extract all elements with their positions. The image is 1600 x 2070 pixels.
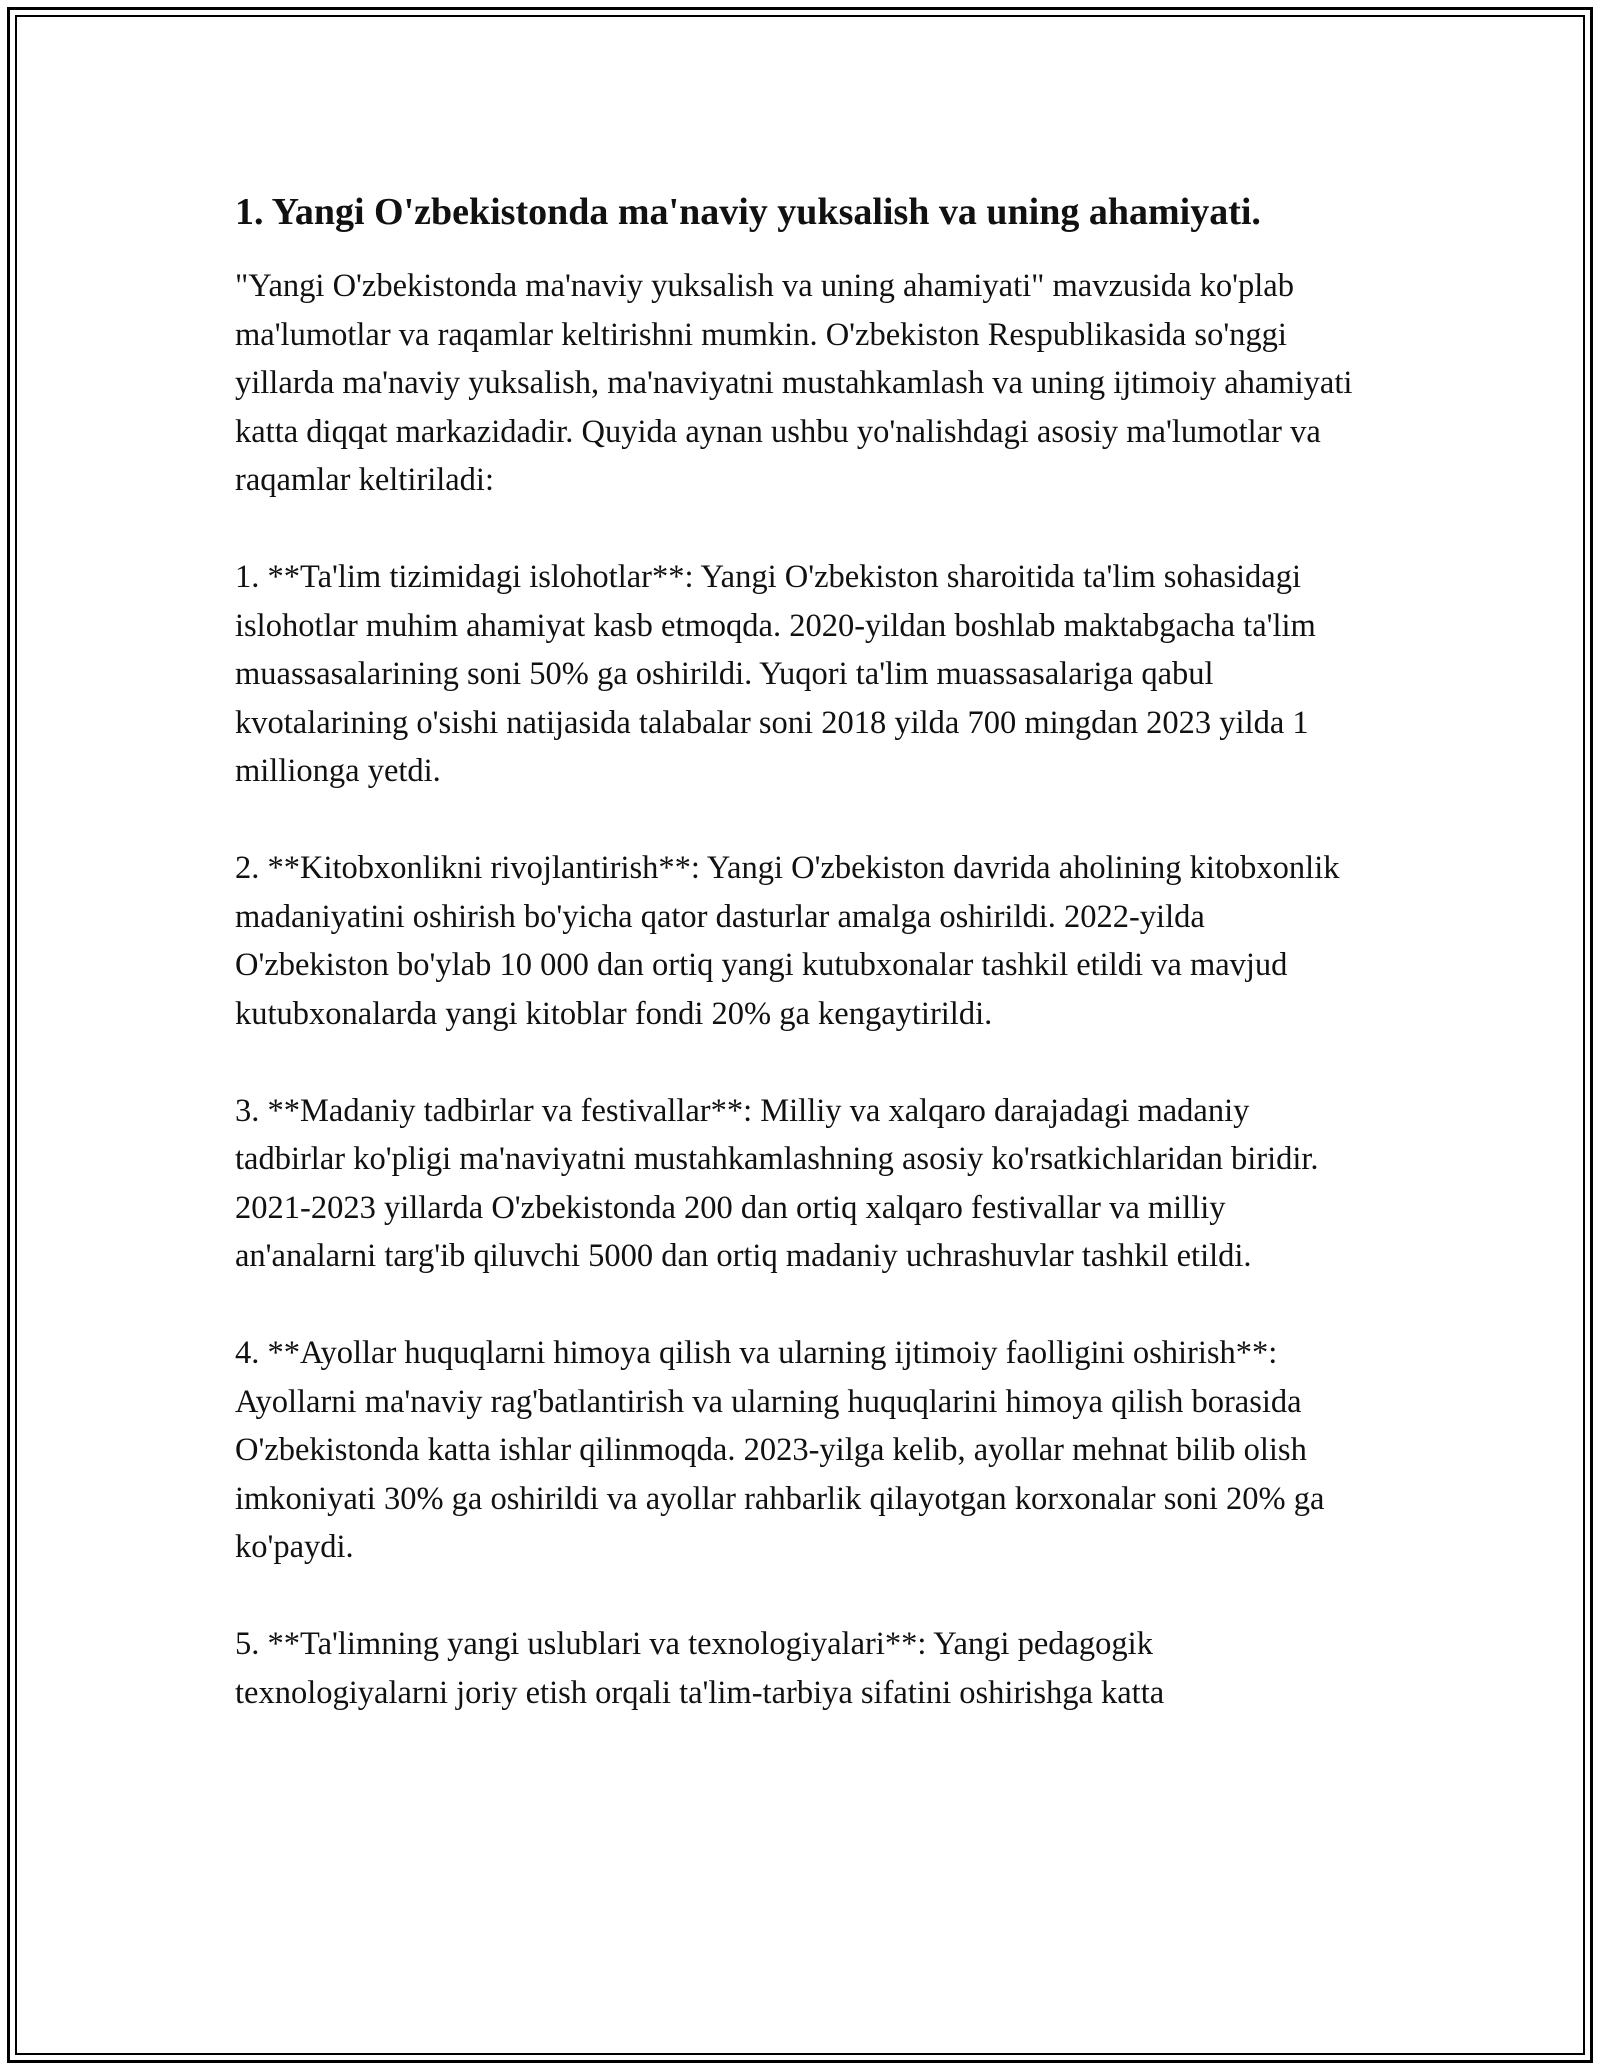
section-paragraph-3: 3. **Madaniy tadbirlar va festivallar**: Milliy va xalqaro darajadagi madaniy tadbirlar ko'pligi ma'naviyatni mustahkamlashning asosiy ko'rsatkichlaridan biridir. 2021-2023 yillarda O'zbekistonda 200 dan ortiq xalqaro festivallar va milliy an'analarni targ'ib qiluvchi 5000 dan ortiq madaniy uchrashuvlar tashkil etildi. bbox=[235, 1092, 1319, 1274]
section-paragraph-4: 4. **Ayollar huquqlarni himoya qilish va ularning ijtimoiy faolligini oshirish**: Ayollarni ma'naviy rag'batlantirish va ularning huquqlarini himoya qilish borasida O'zbekistonda katta ishlar qilinmoqda. 2023-yilga kelib, ayollar mehnat bilib olish imkoniyati 30% ga oshirildi va ayollar rahbarlik qilayotgan korxonalar soni 20% ga ko'paydi. bbox=[235, 1335, 1325, 1565]
section-paragraph-1: 1. **Ta'lim tizimidagi islohotlar**: Yangi O'zbekiston sharoitida ta'lim sohasidagi islohotlar muhim ahamiyat kasb etmoqda. 2020-yildan boshlab maktabgacha ta'lim muassasalarining soni 50% ga oshirildi. Yuqori ta'lim muassasalariga qabul kvotalarining o'sishi natijasida talabalar soni 2018 yilda 700 mingdan 2023 yilda 1 millionga yetdi. bbox=[235, 559, 1316, 789]
section-paragraph-5: 5. **Ta'limning yangi uslublari va texnologiyalari**: Yangi pedagogik texnologiyalarni joriy etish orqali ta'lim-tarbiya sifatini oshirishga katta bbox=[235, 1626, 1165, 1711]
intro-paragraph: "Yangi O'zbekistonda ma'naviy yuksalish va uning ahamiyati" mavzusida ko'plab ma'lumotlar va raqamlar keltirishni mumkin. O'zbekiston Respublikasida so'nggi yillarda ma'naviy yuksalish, ma'naviyatni mustahkamlash va uning ijtimoiy ahamiyati katta diqqat markazidadir. Quyida aynan ushbu yo'nalishdagi asosiy ma'lumotlar va raqamlar keltiriladi: bbox=[235, 268, 1353, 498]
document-body bbox=[235, 186, 1365, 1717]
section-paragraph-2: 2. **Kitobxonlikni rivojlantirish**: Yangi O'zbekiston davrida aholining kitobxonlik madaniyatini oshirish bo'yicha qator dasturlar amalga oshirildi. 2022-yilda O'zbekiston bo'ylab 10 000 dan ortiq yangi kutubxonalar tashkil etildi va mavjud kutubxonalarda yangi kitoblar fondi 20% ga kengaytirildi. bbox=[235, 850, 1340, 1032]
document-title: 1. Yangi O'zbekistonda ma'naviy yuksalish va uning ahamiyati. bbox=[235, 191, 1261, 233]
